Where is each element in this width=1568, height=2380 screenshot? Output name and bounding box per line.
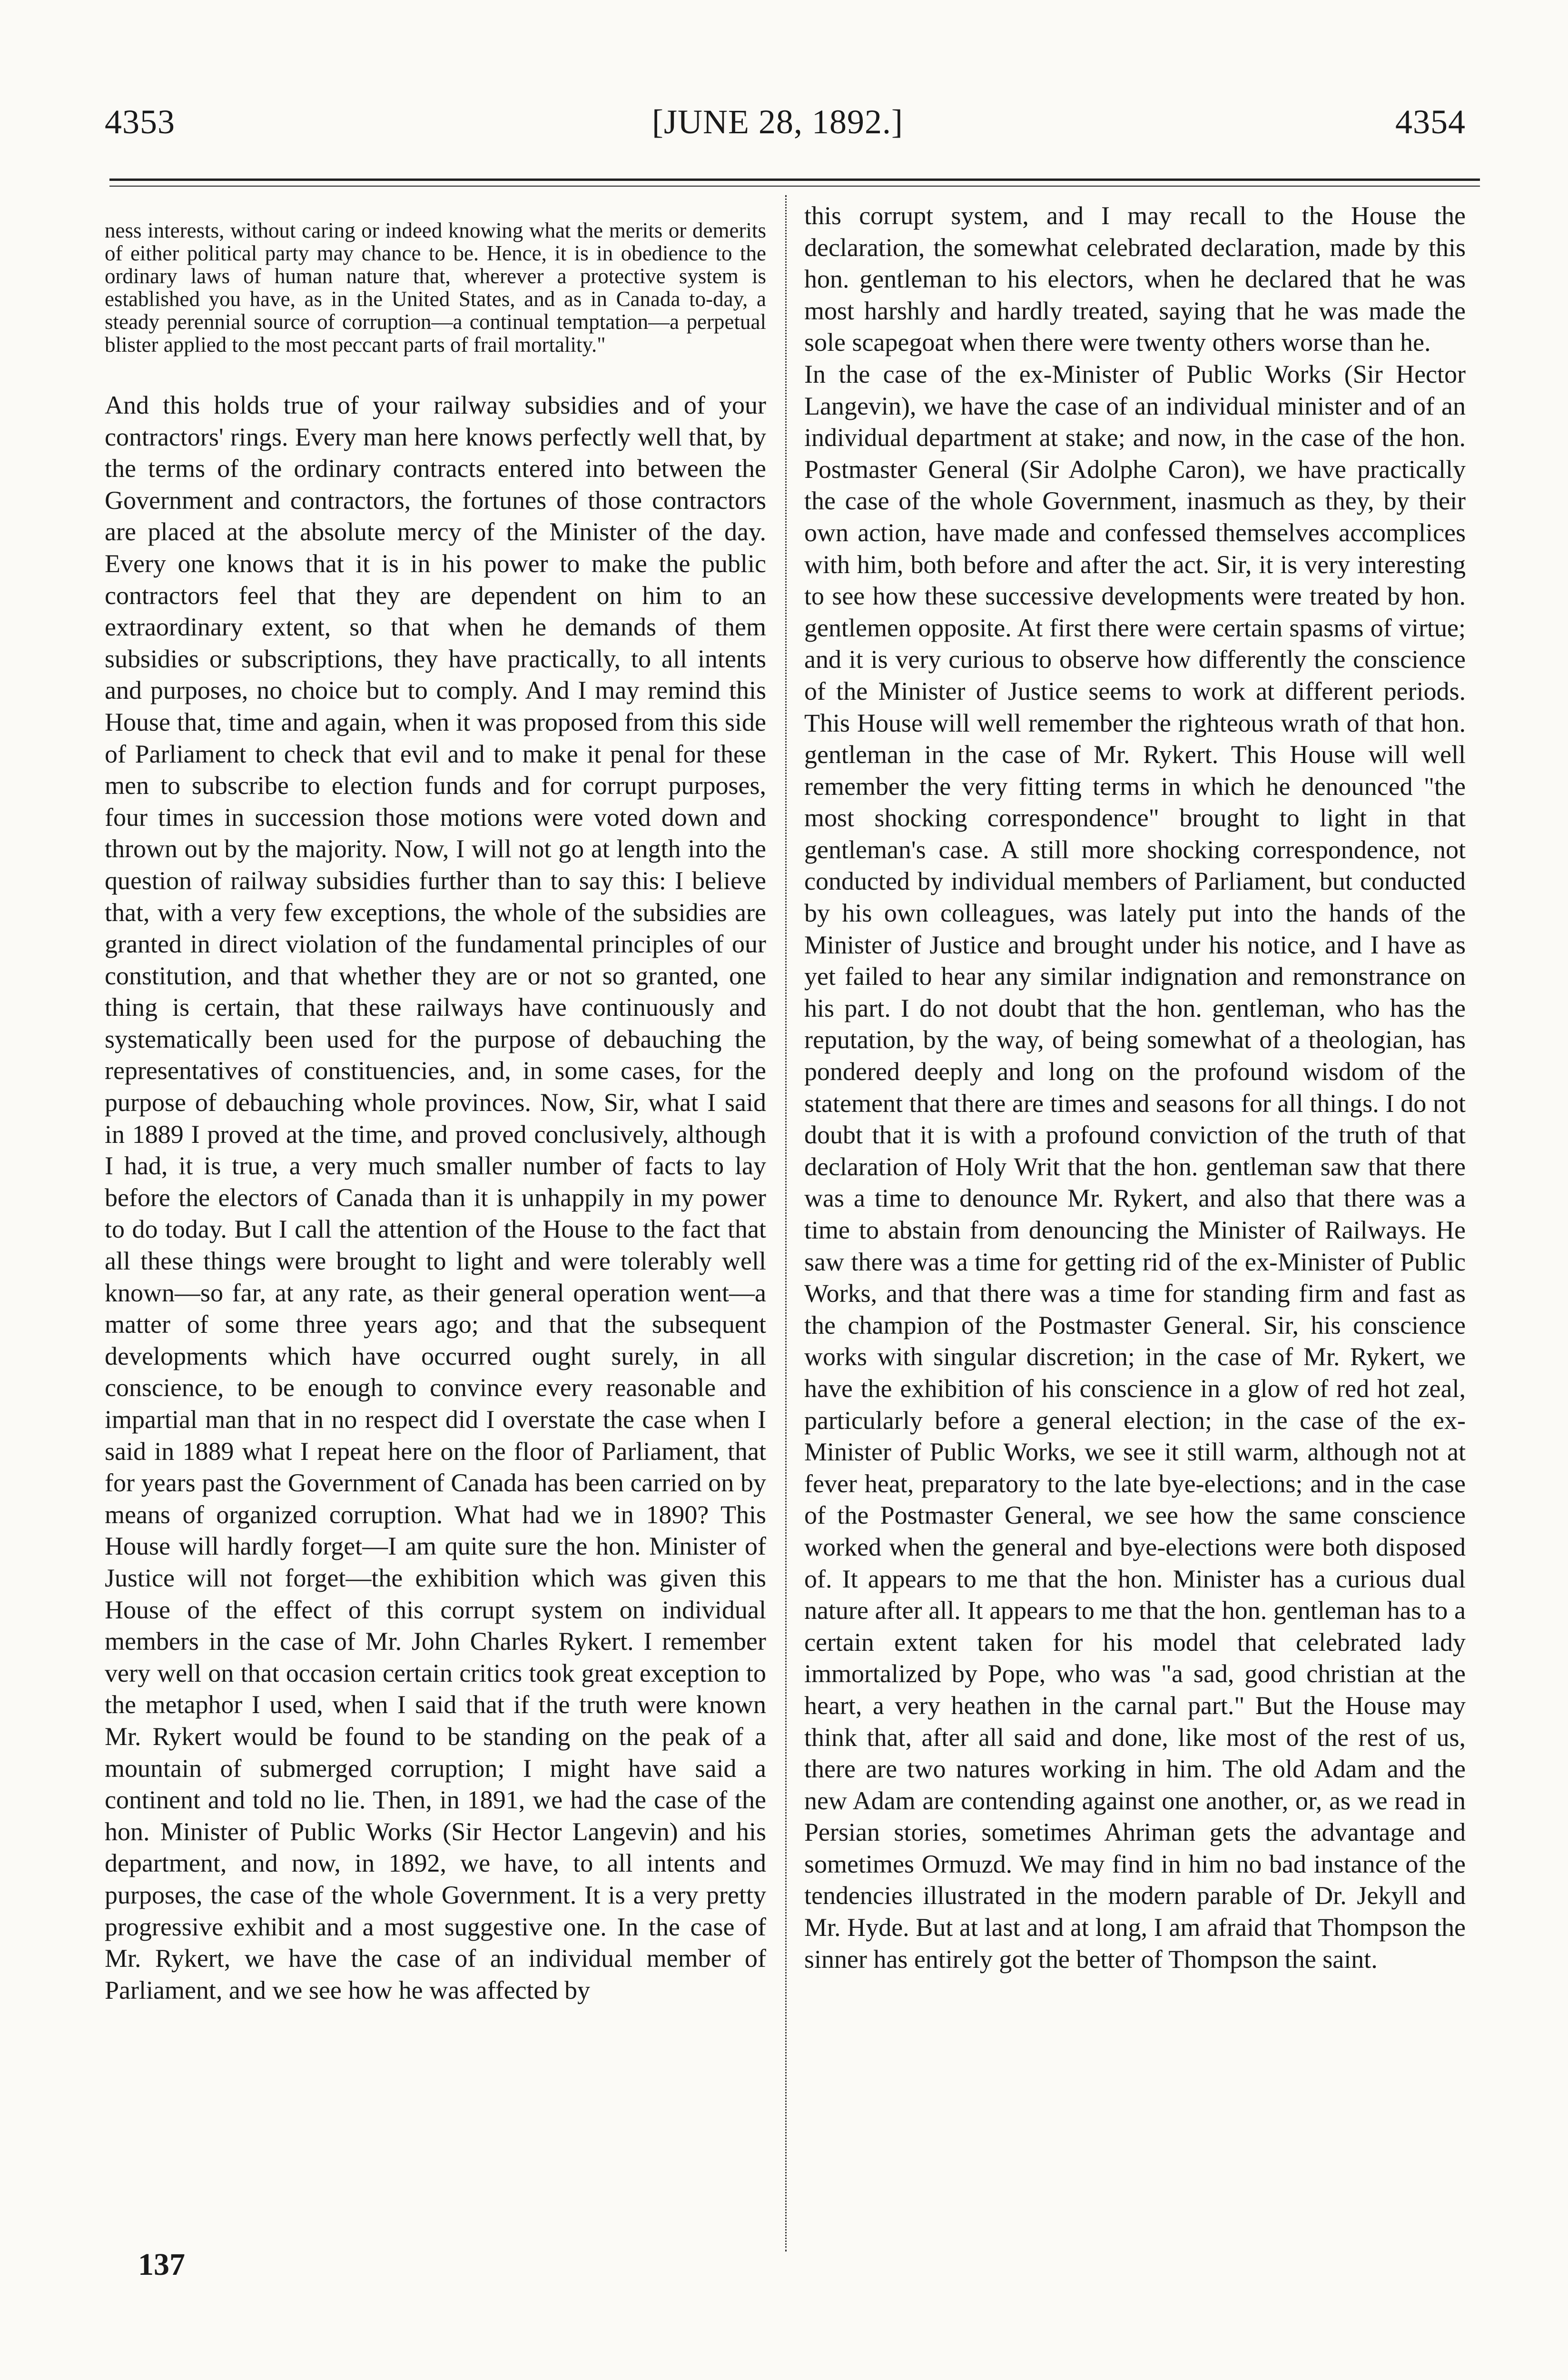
column-divider (785, 195, 787, 2251)
page-number-left: 4353 (105, 103, 175, 141)
page-header (95, 83, 1475, 155)
right-column (804, 200, 1466, 2213)
header-rule-thin (109, 186, 1480, 187)
left-column (105, 200, 766, 2213)
quoted-passage: ness interests, without caring or indeed knowing what the merits or demerits of either political party may chance to be. Hence, it is in obedience to the ordinary laws of human nature that, wherever a protective system is established you have, as in the United States, and as in Canada to-day, a steady perennial source of corruption—a continual temptation—a perpetual blister applied to the most peccant parts of frail mortality." (105, 218, 766, 357)
page-number-right: 4354 (1395, 103, 1466, 141)
left-paragraph: And this holds true of your railway subsidies and of your contractors' rings. Every man here knows perfectly well that, by the terms of the ordinary contracts entered into between the Government and contractors, the fortunes of those contractors are placed at the absolute mercy of the Minister of the day. Every one knows that it is in his power to make the public contractors feel that they are dependent on him to an extraordinary extent, so that when he demands of them subsidies or subscriptions, they have practically, to all intents and purposes, no choice but to comply. And I may remind this House that, time and again, when it was proposed from this side of Parliament to check that evil and to make it penal for these men to subscribe to election funds and for corrupt purposes, four times in succession those motions were voted down and thrown out by the majority. Now, I will not go at length into the question of railway subsidies further than to say this: I believe that, with a very few exceptions, the whole of the subsidies are granted in direct violation of the fundamental principles of our constitution, and that whether they are or not so granted, one thing is certain, that these railways have continuously and systematically been used for the purpose of debauching the representatives of constituencies, and, in some cases, for the purpose of debauching whole provinces. Now, Sir, what I said in 1889 I proved at the time, and proved conclusively, although I had, it is true, a very much smaller number of facts to lay before the electors of Canada than it is unhappily in my power to do today. But I call the attention of the House to the fact that all these things were brought to light and were tolerably well known—so far, at any rate, as their general operation went—a matter of some three years ago; and that the subsequent developments which have occurred ought surely, in all conscience, to be enough to convince every reasonable and impartial man that in no respect did I overstate the case when I said in 1889 what I repeat here on the floor of Parliament, that for years past the Government of Canada has been carried on by means of organized corruption. What had we in 1890? This House will hardly forget—I am quite sure the hon. Minister of Justice will not forget—the exhibition which was given this House of the effect of this corrupt system on individual members in the case of Mr. John Charles Rykert. I remember very well on that occasion certain critics took great exception to the metaphor I used, when I said that if the truth were known Mr. Rykert would be found to be standing on the peak of a mountain of submerged corruption; I might have said a continent and told no lie. Then, in 1891, we had the case of the hon. Minister of Public Works (Sir Hector Langevin) and his department, and now, in 1892, we have, to all intents and purposes, the case of the whole Government. It is a very pretty progressive exhibit and a most suggestive one. In the case of Mr. Rykert, we have the case of an individual member of Parliament, and we see how he was affected by (105, 391, 766, 2004)
folio-number: 137 (138, 2247, 185, 2282)
page-date: [JUNE 28, 1892.] (652, 103, 903, 141)
header-rule-thick (109, 178, 1480, 181)
right-paragraph-1: this corrupt system, and I may recall to the House the declaration, the somewhat celebrated declaration, made by this hon. gentleman to his electors, when he declared that he was most harshly and hardly treated, saying that he was made the sole scapegoat when there were twenty others worse than he. (804, 201, 1466, 357)
right-paragraph-2: In the case of the ex-Minister of Public Works (Sir Hector Langevin), we have the case of an individual minister and of an individual department at stake; and now, in the case of the hon. Postmaster General (Sir Adolphe Caron), we have practically the case of the whole Government, inasmuch as they, by their own action, have made and confessed themselves accomplices with him, both before and after the act. Sir, it is very interesting to see how these successive developments were treated by hon. gentlemen opposite. At first there were certain spasms of virtue; and it is very curious to observe how differently the conscience of the Minister of Justice seems to work at different periods. This House will well remember the righteous wrath of that hon. gentleman in the case of Mr. Rykert. This House will well remember the very fitting terms in which he denounced "the most shocking correspondence" brought to light in that gentleman's case. A still more shocking correspondence, not conducted by individual members of Parliament, but conducted by his own colleagues, was lately put into the hands of the Minister of Justice and brought under his notice, and I have as yet failed to hear any similar indignation and remonstrance on his part. I do not doubt that the hon. gentleman, who has the reputation, by the way, of being somewhat of a theologian, has pondered deeply and long on the profound wisdom of the statement that there are times and seasons for all things. I do not doubt that it is with a profound conviction of the truth of that declaration of Holy Writ that the hon. gentleman saw that there was a time to denounce Mr. Rykert, and also that there was a time to abstain from denouncing the Minister of Railways. He saw there was a time for getting rid of the ex-Minister of Public Works, and that there was a time for standing firm and fast as the champion of the Postmaster General. Sir, his conscience works with singular discretion; in the case of Mr. Rykert, we have the exhibition of his conscience in a glow of red hot zeal, particularly before a general election; in the case of the ex-Minister of Public Works, we see it still warm, although not at fever heat, preparatory to the late bye-elections; and in the case of the Postmaster General, we see how the same conscience worked when the general and bye-elections were both disposed of. It appears to me that the hon. Minister has a curious dual nature after all. It appears to me that the hon. gentleman has to a certain extent taken for his model that celebrated lady immortalized by Pope, who was "a sad, good christian at the heart, a very heathen in the carnal part." But the House may think that, after all said and done, like most of the rest of us, there are two natures working in him. The old Adam and the new Adam are contending against one another, or, as we read in Persian stories, sometimes Ahriman gets the advantage and sometimes Ormuzd. We may find in him no bad instance of the tendencies illustrated in the modern parable of Dr. Jekyll and Mr. Hyde. But at last and at long, I am afraid that Thompson the sinner has entirely got the better of Thompson the saint. (804, 359, 1466, 1973)
